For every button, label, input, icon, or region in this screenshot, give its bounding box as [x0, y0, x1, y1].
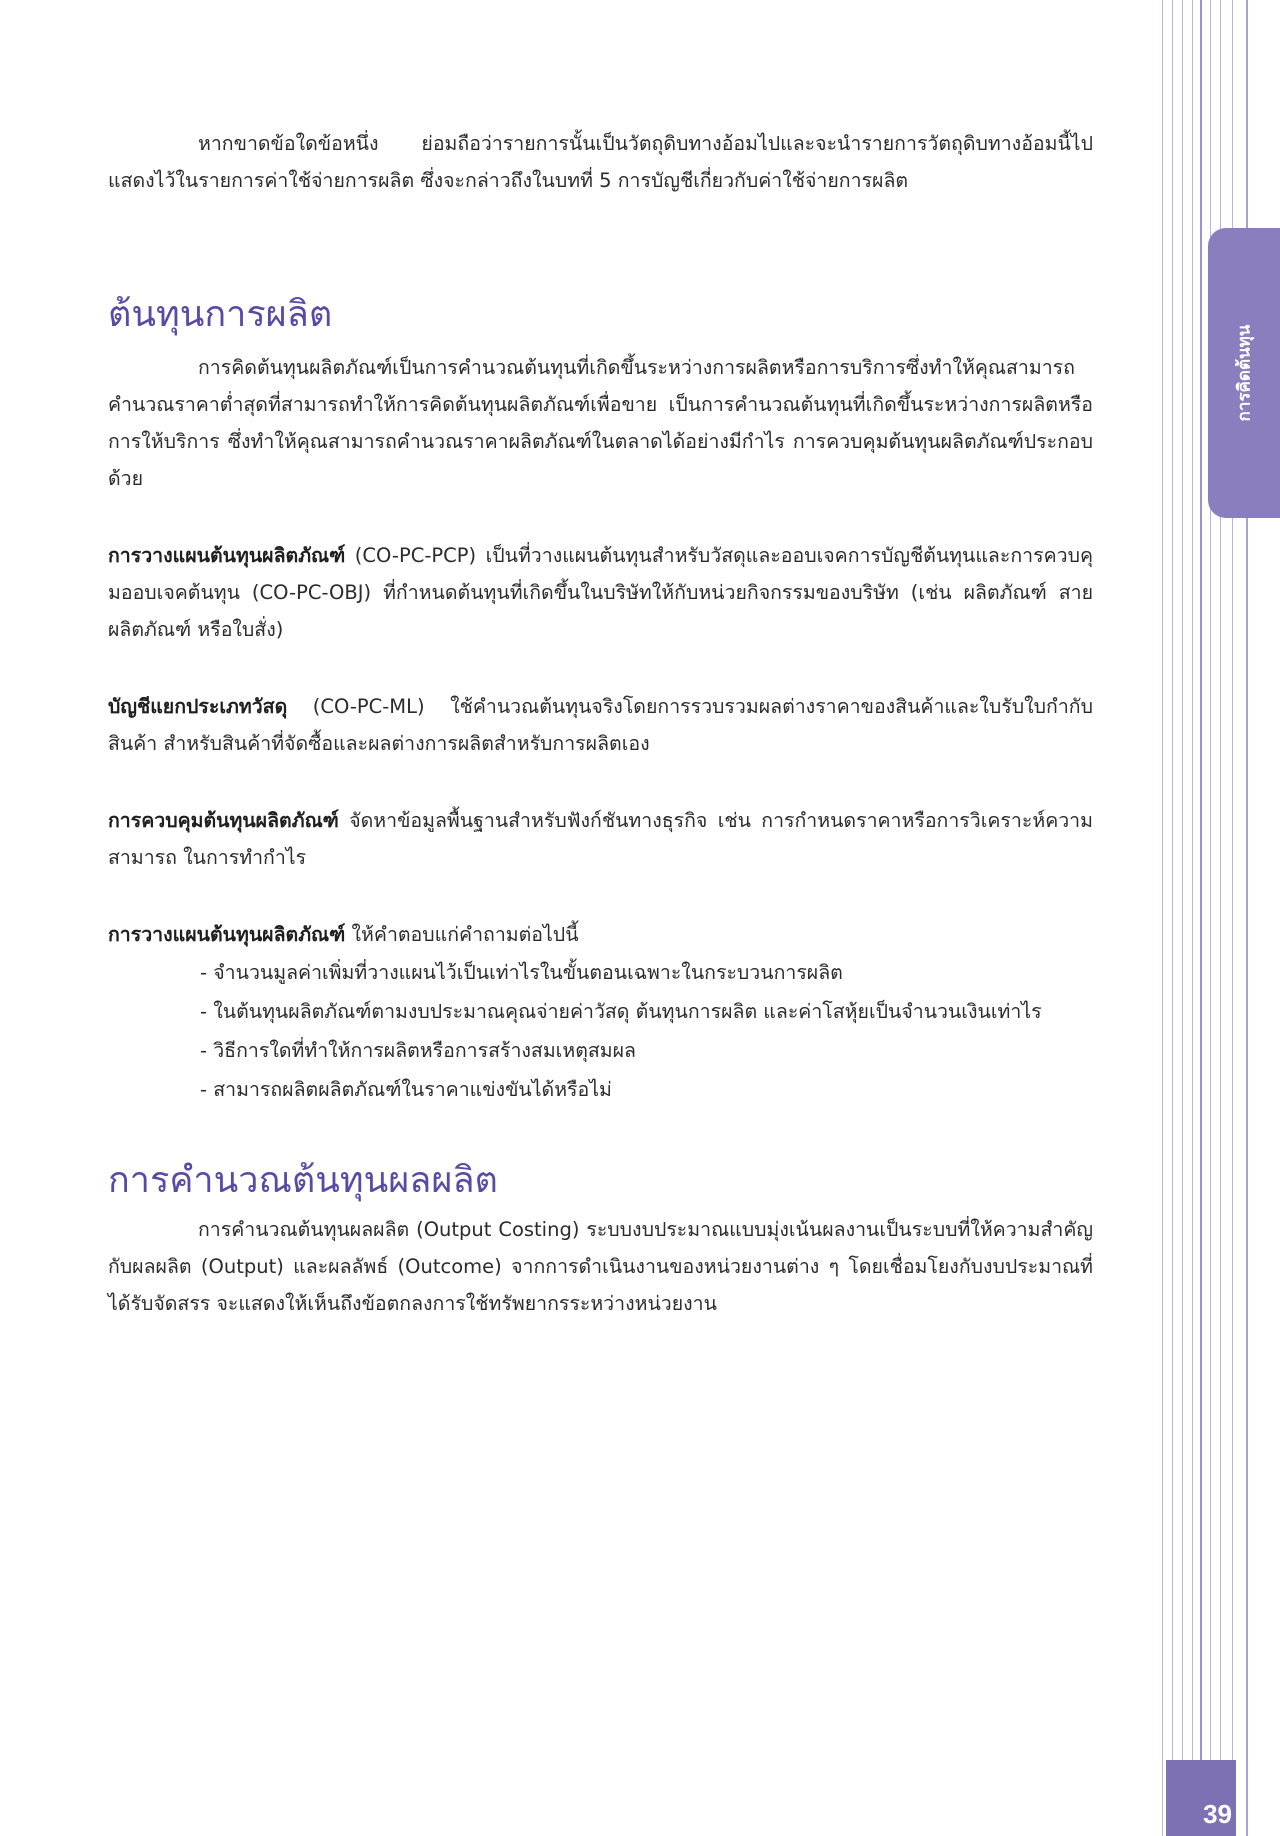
definition-text: ให้คำตอบแก่คำถามต่อไปนี้: [345, 923, 579, 946]
definition-text: (CO-PC-ML) ใช้คำนวณต้นทุนจริงโดยการรวบรวมผลต่างราคาของสินค้าและใบรับใบกำกับสินค้า สำหรับสินค้าที่จัดซื้อและผลต่างการผลิตสำหรับการผลิตเอง: [108, 695, 1093, 755]
section-heading-output-costing: การคำนวณต้นทุนผลผลิต: [108, 1160, 498, 1201]
chapter-tab: [1208, 228, 1280, 518]
section-paragraph: การคิดต้นทุนผลิตภัณฑ์เป็นการคำนวณต้นทุนที่เกิดขึ้นระหว่างการผลิตหรือการบริการซึ่งทำให้คุณสามารถคำนวณราคาต่ำสุดที่สามารถทำให้การคิดต้นทุนผลิตภัณฑ์เพื่อขาย เป็นการคำนวณต้นทุนที่เกิดขึ้นระหว่างการผลิตหรือการให้บริการ ซึ่งทำให้คุณสามารถคำนวณราคาผลิตภัณฑ์ในตลาดได้อย่างมีกำไร การควบคุมต้นทุนผลิตภัณฑ์ประกอบด้วย: [108, 356, 1093, 490]
margin-line: [1182, 0, 1183, 1836]
list-item: - สามารถผลิตผลิตภัณฑ์ในราคาแข่งขันได้หรือไม่: [200, 1078, 612, 1101]
list-item: - จำนวนมูลค่าเพิ่มที่วางแผนไว้เป็นเท่าไรในขั้นตอนเฉพาะในกระบวนการผลิต: [200, 961, 843, 984]
section-heading-production-cost: ต้นทุนการผลิต: [108, 294, 333, 335]
definition-term: การควบคุมต้นทุนผลิตภัณฑ์: [108, 809, 339, 832]
list-item: - ในต้นทุนผลิตภัณฑ์ตามงบประมาณคุณจ่ายค่าวัสดุ ต้นทุนการผลิต และค่าโสหุ้ยเป็นจำนวนเงินเท่าไร: [200, 1000, 1042, 1023]
definition-term: บัญชีแยกประเภทวัสดุ: [108, 695, 288, 718]
margin-line: [1200, 0, 1202, 1836]
margin-line: [1162, 0, 1163, 1836]
list-item: - วิธีการใดที่ทำให้การผลิตหรือการสร้างสมเหตุสมผล: [200, 1039, 636, 1062]
definition-term: การวางแผนต้นทุนผลิตภัณฑ์: [108, 544, 346, 567]
definition-item: [108, 537, 1093, 648]
definition-item: [108, 688, 1093, 762]
definition-text: จัดหาข้อมูลพื้นฐานสำหรับฟังก์ชันทางธุรกิจ เช่น การกำหนดราคาหรือการวิเคราะห์ความสามารถ ในการทำกำไร: [108, 809, 1093, 869]
page-content: [108, 125, 1093, 1322]
definition-item: [108, 802, 1093, 876]
page-number: 39: [1203, 1799, 1232, 1829]
chapter-tab-label: การคิดต้นทุน: [1234, 324, 1255, 422]
definition-term: การวางแผนต้นทุนผลิตภัณฑ์: [108, 923, 346, 946]
margin-line: [1172, 0, 1173, 1836]
margin-line: [1192, 0, 1193, 1836]
definition-text: (CO-PC-PCP) เป็นที่วางแผนต้นทุนสำหรับวัสดุและออบเจคการบัญชีต้นทุนและการควบคุมออบเจคต้นทุน (CO-PC-OBJ) ที่กำหนดต้นทุนที่เกิดขึ้นในบริษัทให้กับหน่วยกิจกรรมของบริษัท (เช่น ผลิตภัณฑ์ สายผลิตภัณฑ์ หรือใบสั่ง): [108, 544, 1093, 641]
definition-item: [108, 916, 1093, 953]
page-number-box: [1166, 1760, 1236, 1836]
intro-paragraph: หากขาดข้อใดข้อหนึ่ง ย่อมถือว่ารายการนั้นเป็นวัตถุดิบทางอ้อมไปและจะนำรายการวัตถุดิบทางอ้อมนี้ไปแสดงไว้ในรายการค่าใช้จ่ายการผลิต ซึ่งจะกล่าวถึงในบทที่ 5 การบัญชีเกี่ยวกับค่าใช้จ่ายการผลิต: [108, 132, 1093, 192]
section-paragraph: การคำนวณต้นทุนผลผลิต (Output Costing) ระบบงบประมาณแบบมุ่งเน้นผลงานเป็นระบบที่ให้ความสำคัญกับผลผลิต (Output) และผลลัพธ์ (Outcome) จากการดำเนินงานของหน่วยงานต่าง ๆ โดยเชื่อมโยงกับงบประมาณที่ได้รับจัดสรร จะแสดงให้เห็นถึงข้อตกลงการใช้ทรัพยากรระหว่างหน่วยงาน: [108, 1218, 1093, 1315]
question-list: [108, 953, 1093, 1109]
